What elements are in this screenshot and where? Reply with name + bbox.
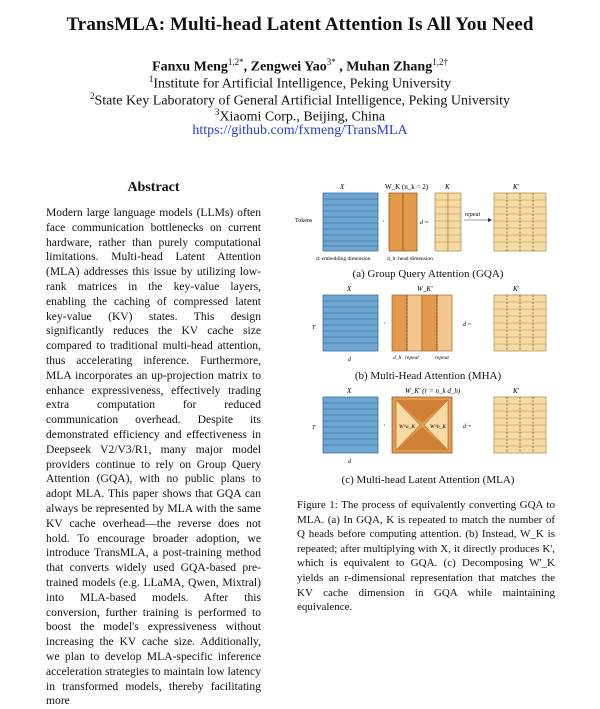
label-repeat-2: repeat [435,355,449,361]
label-wb: W^b_K [430,424,447,430]
matrix-kprime [494,295,546,351]
label-d: d [348,357,351,363]
figure-panel-mla [292,386,564,472]
matrix-wk [389,193,417,251]
repo-link[interactable]: https://github.com/fxmeng/TransMLA [192,123,408,138]
author-list: Fanxu Meng$^{1,2*}$, Zengwei Yao$^{3*}$ , Muhan Zhang$^{1,2\dagger}$ [152,57,448,75]
caption-gqa: (a) Group Query Attention (GQA) [352,268,504,280]
label-tokens: Tokens [295,218,313,224]
label-w: W_K' (r = n_k d_h) [405,387,461,395]
label-head-dim: d_h: head dimension [387,256,433,262]
label-x: X [347,387,352,395]
label-d-eq: d = [463,424,472,430]
matrix-kprime [494,397,546,453]
author-name: Zengwei Yao [250,59,327,75]
label-x: X [340,183,345,191]
author-sup: 1,2* [227,57,244,67]
affiliation-text: Xiaomi Corp., Beijing, China [219,109,386,125]
abstract-body: Modern large language models (LLMs) often face communication bottlenecks on current hardware, rather than purely computational limitations. Multi-head Latent Attention (MLA) addresses this issue by utilizing low-rank matrices in the key-value layers, enabling the caching of compressed latent key-value (KV) states. This design significantly reduces the KV cache size compared to traditional multi-head attention, thus accelerating inference. Furthermore, MLA incorporates an up-projection matrix to enhance expressiveness, effectively trading extra computation for reduced communication overhead. Despite its demonstrated efficiency and effectiveness in Deepseek V2/V3/R1, many major model providers continue to rely on Group Query Attention (GQA), with no public plans to adopt MLA. This paper shows that GQA can always be represented by MLA with the same KV cache overhead—the reverse does not hold. To encourage broader adoption, we introduce TransMLA, a post-training method that converts widely used GQA-based pre-trained models (e.g. LLaMA, Qwen, Mixtral) into MLA-based models. After this conversion, further training is performed to boost the model's expressiveness without increasing the KV cache size. Additionally, we plan to develop MLA-specific inference acceleration strategies to maintain low latency in transformed models, thereby facilitating more [46,206,261,708]
caption-mla: (c) Multi-head Latent Attention (MLA) [341,474,515,486]
label-d: d [348,459,351,465]
author-name: Muhan Zhang [346,59,433,75]
matrix-kprime [494,193,546,251]
label-repeat: repeat [465,212,481,218]
matrix-wk-repeated [392,295,452,351]
label-embedding-dim: d: embedding dimension [316,256,371,262]
label-repeat-1: repeat [405,355,419,361]
label-w: W_K (n_k = 2) [385,183,429,191]
matrix-x [323,397,378,453]
figure-caption-text: The process of equivalently converting GQA to MLA. (a) In GQA, K is repeated to match the number of Q heads before computing attention. (b) Instead, W_K is repeated; after multiplying with X, it directly produces K', which is equivalent to GQA. (c) Decomposing W'_K yields an r-dimensional representation that matches the KV cache dimension in GQA while maintaining equivalence. [297,499,555,614]
label-w: W_K' [417,285,433,293]
caption-mha: (b) Multi-Head Attention (MHA) [354,370,502,382]
figure-panel-gqa [292,180,564,266]
label-wa: W^a_K [399,424,416,430]
matrix-k [435,193,461,251]
dot-operator: · [383,421,386,430]
author-sup: 1,2† [432,57,448,67]
affiliation-number: 2 [89,91,95,101]
author-name: Fanxu Meng [152,59,228,75]
matrix-x [323,295,378,351]
abstract-heading: Abstract [127,180,180,195]
affiliation-1 [0,74,600,93]
figure-panel-mha [292,284,564,368]
repo-link-row [0,123,600,139]
dot-operator: · [382,217,385,226]
figure-caption [297,498,555,615]
dot-operator: · [383,319,386,328]
paper-title: TransMLA: Multi-head Latent Attention Is All You Need [66,14,534,35]
label-kprime: K' [513,285,520,293]
label-t: T [312,425,316,431]
author-sup: 3* [326,57,336,67]
label-k: K [445,183,450,191]
label-kprime: K' [513,387,520,395]
label-d-eq: d = [420,220,429,226]
label-kprime: K' [513,183,520,191]
label-d-eq: d = [463,322,472,328]
label-x: X [347,285,352,293]
repeat-arrowhead [488,218,492,222]
label-t: T [312,325,316,331]
label-dh: d_h [393,355,402,361]
figure-caption-label: Figure 1: [297,499,338,511]
affiliation-number: 1 [148,74,154,84]
matrix-x [323,193,378,251]
affiliation-text: State Key Laboratory of General Artificial Intelligence, Peking University [94,93,511,109]
affiliation-number: 3 [214,107,220,117]
affiliation-text: Institute for Artificial Intelligence, Peking University [153,76,452,92]
